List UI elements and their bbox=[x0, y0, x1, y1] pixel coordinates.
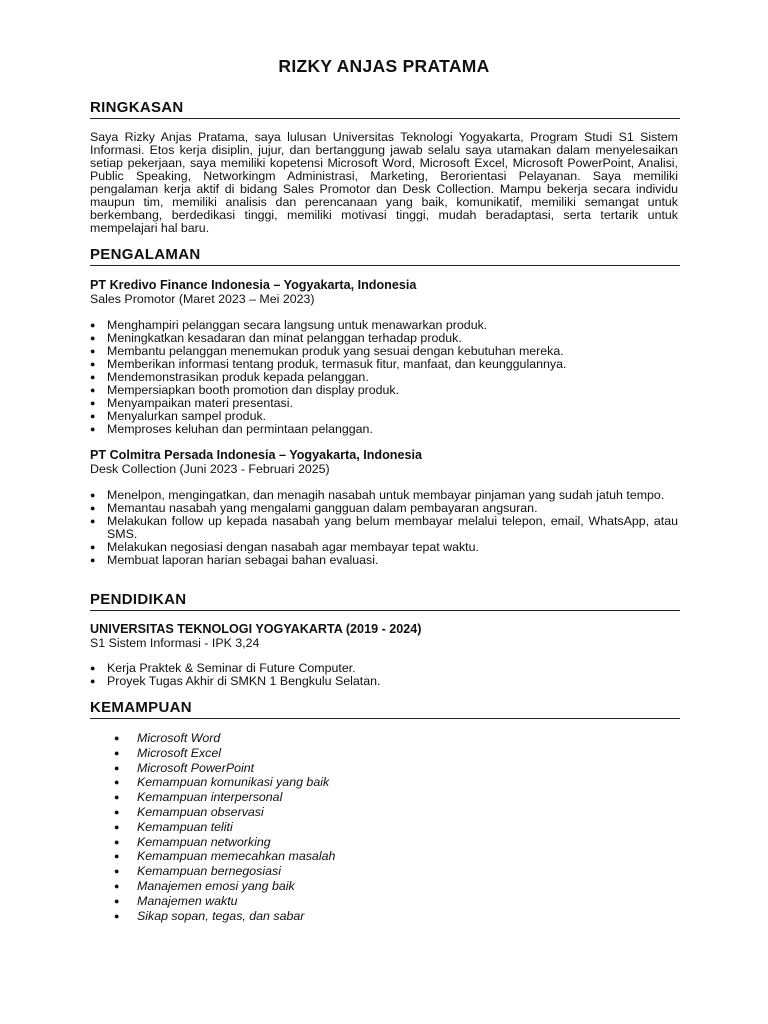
education-activities bbox=[90, 662, 678, 688]
list-item: ● Sikap sopan, tegas, dan sabar bbox=[114, 909, 614, 924]
job-2-duties bbox=[90, 489, 678, 567]
summary-text: Saya Rizky Anjas Pratama, saya lulusan Universitas Teknologi Yogyakarta, Program Studi S1 Sistem Informasi. Etos kerja disiplin, jujur, dan bertanggung jawab selalu saya utamakan dalam menyelesaikan setiap pekerjaan, saya memiliki kopetensi Microsoft Word, Microsoft Excel, Microsoft PowerPoint, Analisi, Public Speaking, Networkingm Administrasi, Marketing, Berorientasi Pelayanan. Saya memiliki pengalaman kerja aktif di bidang Sales Promotor dan Desk Collection. Mampu bekerja secara individu maupun tim, memiliki analisis dan perencanaan yang baik, komunikatif, memiliki semangat untuk berkembang, berdedikasi tinggi, memiliki motivasi tinggi, mudah beradaptasi, serta tertarik untuk mempelajari hal baru. bbox=[90, 130, 678, 235]
education-heading: PENDIDIKAN bbox=[90, 591, 680, 611]
job-1-title: PT Kredivo Finance Indonesia – Yogyakarta, Indonesia bbox=[90, 278, 417, 292]
list-item: ● Kemampuan observasi bbox=[114, 805, 614, 820]
list-item: ● Membuat laporan harian sebagai bahan evaluasi. bbox=[90, 554, 678, 567]
list-item: ● Kerja Praktek & Seminar di Future Computer. bbox=[90, 662, 678, 675]
list-item: ● Membantu pelanggan menemukan produk yang sesuai dengan kebutuhan mereka. bbox=[90, 345, 678, 358]
education-degree: S1 Sistem Informasi - IPK 3,24 bbox=[90, 636, 260, 650]
list-item: ● Kemampuan bernegosiasi bbox=[114, 864, 614, 879]
education-school: UNIVERSITAS TEKNOLOGI YOGYAKARTA (2019 - 2024) bbox=[90, 622, 422, 636]
list-item: ● Kemampuan komunikasi yang baik bbox=[114, 775, 614, 790]
list-item: ● Melakukan negosiasi dengan nasabah agar membayar tepat waktu. bbox=[90, 541, 678, 554]
list-item: ● Microsoft Excel bbox=[114, 746, 614, 761]
job-2-title: PT Colmitra Persada Indonesia – Yogyakarta, Indonesia bbox=[90, 448, 422, 462]
list-item: ● Kemampuan interpersonal bbox=[114, 790, 614, 805]
candidate-name: RIZKY ANJAS PRATAMA bbox=[278, 56, 490, 76]
list-item: ● Meningkatkan kesadaran dan minat pelanggan terhadap produk. bbox=[90, 332, 678, 345]
list-item: ● Manajemen emosi yang baik bbox=[114, 879, 614, 894]
list-item: ● Kemampuan memecahkan masalah bbox=[114, 849, 614, 864]
list-item: ● Mendemonstrasikan produk kepada pelanggan. bbox=[90, 371, 678, 384]
list-item: ● Memproses keluhan dan permintaan pelanggan. bbox=[90, 423, 678, 436]
list-item: ● Menelpon, mengingatkan, dan menagih nasabah untuk membayar pinjaman yang sudah jatuh tempo. bbox=[90, 489, 678, 502]
list-item: ● Manajemen waktu bbox=[114, 894, 614, 909]
list-item: ● Proyek Tugas Akhir di SMKN 1 Bengkulu Selatan. bbox=[90, 675, 678, 688]
job-2-role: Desk Collection (Juni 2023 - Februari 2025) bbox=[90, 462, 330, 476]
experience-heading: PENGALAMAN bbox=[90, 246, 680, 266]
list-item: ● Microsoft PowerPoint bbox=[114, 761, 614, 776]
list-item: ● Menghampiri pelanggan secara langsung untuk menawarkan produk. bbox=[90, 319, 678, 332]
list-item: ● Microsoft Word bbox=[114, 731, 614, 746]
job-1-duties bbox=[90, 319, 678, 436]
skills-heading: KEMAMPUAN bbox=[90, 699, 680, 719]
job-1-role: Sales Promotor (Maret 2023 – Mei 2023) bbox=[90, 292, 315, 306]
list-item: ● Memantau nasabah yang mengalami gangguan dalam pembayaran angsuran. bbox=[90, 502, 678, 515]
summary-heading: RINGKASAN bbox=[90, 99, 680, 119]
list-item: ● Kemampuan networking bbox=[114, 835, 614, 850]
list-item: ● Mempersiapkan booth promotion dan display produk. bbox=[90, 384, 678, 397]
list-item: ● Melakukan follow up kepada nasabah yang belum membayar melalui telepon, email, WhatsApp, atau SMS. bbox=[90, 515, 678, 541]
list-item: ● Menyampaikan materi presentasi. bbox=[90, 397, 678, 410]
skills-list bbox=[114, 731, 614, 923]
list-item: ● Kemampuan teliti bbox=[114, 820, 614, 835]
list-item: ● Memberikan informasi tentang produk, termasuk fitur, manfaat, dan keunggulannya. bbox=[90, 358, 678, 371]
list-item: ● Menyalurkan sampel produk. bbox=[90, 410, 678, 423]
